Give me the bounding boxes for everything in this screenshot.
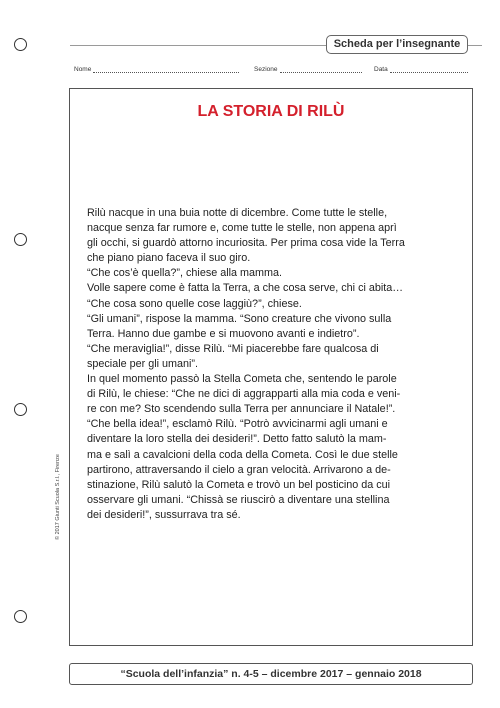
header-tab: Scheda per l’insegnante xyxy=(326,35,468,54)
story-line: Terra. Hanno due gambe e si muovono avanti e indietro”. xyxy=(87,327,360,340)
story-line: “Che cos’è quella?”, chiese alla mamma. xyxy=(87,267,283,280)
binder-hole xyxy=(14,38,27,51)
story-text xyxy=(87,206,459,523)
story-line: “Che cosa sono quelle cose laggiù?”, chiese. xyxy=(87,297,302,310)
story-line: “Gli umani”, rispose la mamma. “Sono creature che vivono sulla xyxy=(87,312,392,325)
story-line: Volle sapere come è fatta la Terra, a che cosa serve, chi ci abita… xyxy=(87,282,404,295)
story-line: In quel momento passò la Stella Cometa che, sentendo le parole xyxy=(87,373,397,386)
story-line: Rilù nacque in una buia notte di dicembre. Come tutte le stelle, xyxy=(87,207,388,219)
student-fields xyxy=(74,66,474,78)
binder-hole xyxy=(14,403,27,416)
story-line: di Rilù, le chiese: “Che ne dici di aggrapparti alla mia coda e veni- xyxy=(87,388,401,401)
footer-citation: “Scuola dell’infanzia” n. 4-5 – dicembre 2017 – gennaio 2018 xyxy=(69,663,473,685)
name-line[interactable] xyxy=(93,66,239,73)
date-field[interactable] xyxy=(374,66,468,73)
story-line: che piano piano faceva il suo giro. xyxy=(87,252,251,265)
story-line: speciale per gli umani”. xyxy=(87,357,199,370)
story-line: osservare gli umani. “Chissà se riuscirò a diventare una stellina xyxy=(87,493,390,506)
date-label: Data xyxy=(374,66,388,73)
story-line: “Che bella idea!”, esclamò Rilù. “Potrò avvicinarmi agli umani e xyxy=(87,418,388,431)
story-line: gli occhi, si guardò attorno incuriosita. Per prima cosa vide la Terra xyxy=(87,237,405,250)
content-frame xyxy=(69,88,473,646)
copyright-note: © 2017 Giunti Scuola S.r.l., Firenze xyxy=(55,454,61,540)
section-line[interactable] xyxy=(280,66,362,73)
story-line: partirono, attraversando il cielo a gran velocità. Arrivarono a de- xyxy=(87,463,391,476)
story-line: ma e salì a cavalcioni della coda della Cometa. Così le due stelle xyxy=(87,448,398,461)
section-field[interactable] xyxy=(254,66,362,73)
name-field[interactable] xyxy=(74,66,239,73)
binder-hole xyxy=(14,610,27,623)
story-line: stinazione, Rilù salutò la Cometa e trovò un bel posticino da cui xyxy=(87,478,391,491)
story-line: “Che meraviglia!”, disse Rilù. “Mi piacerebbe fare qualcosa di xyxy=(87,342,379,355)
page-title: LA STORIA DI RILÙ xyxy=(197,103,345,120)
story-line: dei desideri!”, sussurrava tra sé. xyxy=(87,508,241,521)
name-label: Nome xyxy=(74,66,92,73)
binder-hole xyxy=(14,233,27,246)
section-label: Sezione xyxy=(254,66,278,73)
story-line: diventare la loro stella dei desideri!”. Detto fatto salutò la mam- xyxy=(87,433,387,446)
date-line[interactable] xyxy=(390,66,468,73)
story-line: re con me? Sto scendendo sulla Terra per annunciare il Natale!”. xyxy=(87,403,396,416)
story-line: nacque senza far rumore e, come tutte le stelle, non appena aprì xyxy=(87,222,397,235)
